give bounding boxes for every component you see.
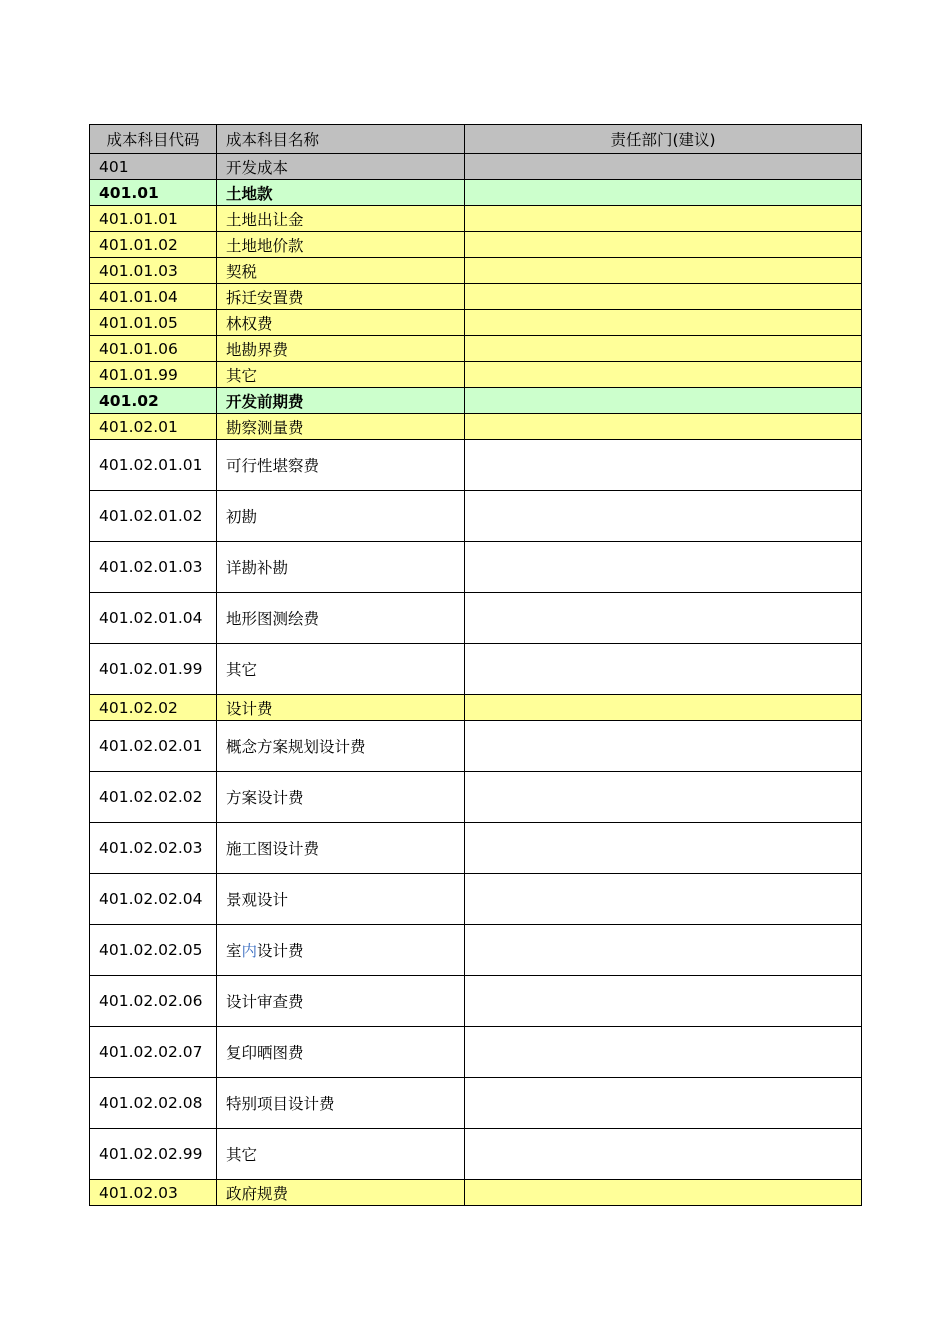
table-row [90, 874, 862, 925]
responsible-dept-cell [465, 542, 862, 593]
cost-code-cell: 401.02.01.02 [90, 491, 217, 542]
cost-name-cell: 方案设计费 [217, 772, 465, 823]
table-row [90, 491, 862, 542]
table-row [90, 232, 862, 258]
cost-name-cell: 土地地价款 [217, 232, 465, 258]
cost-name-cell: 勘察测量费 [217, 414, 465, 440]
cost-name-cell: 复印晒图费 [217, 1027, 465, 1078]
cost-name-cell: 地勘界费 [217, 336, 465, 362]
table-row [90, 925, 862, 976]
responsible-dept-cell [465, 206, 862, 232]
responsible-dept-cell [465, 180, 862, 206]
responsible-dept-cell [465, 336, 862, 362]
responsible-dept-cell [465, 823, 862, 874]
cost-code-cell: 401.02.02.06 [90, 976, 217, 1027]
responsible-dept-cell [465, 310, 862, 336]
cost-code-cell: 401.02.01 [90, 414, 217, 440]
highlighted-char: 内 [241, 942, 258, 960]
responsible-dept-cell [465, 1027, 862, 1078]
cost-code-cell: 401.02.02.01 [90, 721, 217, 772]
cost-name-cell: 契税 [217, 258, 465, 284]
table-row [90, 823, 862, 874]
table-row [90, 440, 862, 491]
cost-code-cell: 401.02 [90, 388, 217, 414]
responsible-dept-cell [465, 644, 862, 695]
cost-name-cell: 开发成本 [217, 154, 465, 180]
responsible-dept-cell [465, 772, 862, 823]
cost-name-cell: 其它 [217, 1129, 465, 1180]
cost-code-cell: 401.02.03 [90, 1180, 217, 1206]
table-row [90, 310, 862, 336]
table-header-row [90, 125, 862, 154]
table-row [90, 414, 862, 440]
table-row [90, 336, 862, 362]
cost-code-cell: 401.02.01.01 [90, 440, 217, 491]
responsible-dept-cell [465, 284, 862, 310]
cost-code-cell: 401.02.02.05 [90, 925, 217, 976]
responsible-dept-cell [465, 1078, 862, 1129]
responsible-dept-cell [465, 874, 862, 925]
cost-code-cell: 401.02.01.04 [90, 593, 217, 644]
table-row [90, 772, 862, 823]
cost-name-cell: 土地款 [217, 180, 465, 206]
cost-name-cell: 林权费 [217, 310, 465, 336]
table-row [90, 180, 862, 206]
responsible-dept-cell [465, 695, 862, 721]
cost-name-cell: 地形图测绘费 [217, 593, 465, 644]
cost-code-cell: 401.02.02.07 [90, 1027, 217, 1078]
cost-name-cell: 开发前期费 [217, 388, 465, 414]
table-row [90, 258, 862, 284]
table-row [90, 1027, 862, 1078]
responsible-dept-cell [465, 232, 862, 258]
responsible-dept-cell [465, 414, 862, 440]
header-code: 成本科目代码 [90, 125, 217, 154]
table-row [90, 644, 862, 695]
cost-account-table [89, 124, 862, 1206]
header-name: 成本科目名称 [217, 125, 465, 154]
cost-code-cell: 401 [90, 154, 217, 180]
cost-name-cell: 室内设计费 [217, 925, 465, 976]
cost-name-cell: 施工图设计费 [217, 823, 465, 874]
cost-code-cell: 401.02.02.99 [90, 1129, 217, 1180]
cost-code-cell: 401.02.02.03 [90, 823, 217, 874]
cost-code-cell: 401.01.02 [90, 232, 217, 258]
cost-code-cell: 401.02.01.99 [90, 644, 217, 695]
table-row [90, 284, 862, 310]
table-row [90, 1078, 862, 1129]
table-row [90, 1180, 862, 1206]
responsible-dept-cell [465, 1129, 862, 1180]
responsible-dept-cell [465, 388, 862, 414]
cost-code-cell: 401.02.02.02 [90, 772, 217, 823]
cost-code-cell: 401.01 [90, 180, 217, 206]
responsible-dept-cell [465, 721, 862, 772]
table-row [90, 542, 862, 593]
cost-code-cell: 401.02.02 [90, 695, 217, 721]
responsible-dept-cell [465, 491, 862, 542]
cost-name-cell: 初勘 [217, 491, 465, 542]
responsible-dept-cell [465, 154, 862, 180]
cost-code-cell: 401.01.05 [90, 310, 217, 336]
table-row [90, 976, 862, 1027]
cost-code-cell: 401.02.01.03 [90, 542, 217, 593]
cost-code-cell: 401.02.02.04 [90, 874, 217, 925]
table-row [90, 388, 862, 414]
cost-name-cell: 其它 [217, 644, 465, 695]
cost-name-cell: 特别项目设计费 [217, 1078, 465, 1129]
responsible-dept-cell [465, 258, 862, 284]
cost-code-cell: 401.01.04 [90, 284, 217, 310]
cost-name-cell: 土地出让金 [217, 206, 465, 232]
cost-name-cell: 可行性堪察费 [217, 440, 465, 491]
cost-name-cell: 设计审查费 [217, 976, 465, 1027]
cost-name-cell: 其它 [217, 362, 465, 388]
table-row [90, 362, 862, 388]
cost-code-cell: 401.01.06 [90, 336, 217, 362]
header-dept: 责任部门(建议) [465, 125, 862, 154]
cost-code-cell: 401.01.03 [90, 258, 217, 284]
cost-name-cell: 拆迁安置费 [217, 284, 465, 310]
cost-code-cell: 401.02.02.08 [90, 1078, 217, 1129]
table-row [90, 154, 862, 180]
cost-name-cell: 政府规费 [217, 1180, 465, 1206]
cost-name-cell: 概念方案规划设计费 [217, 721, 465, 772]
cost-name-cell: 详勘补勘 [217, 542, 465, 593]
table-row [90, 1129, 862, 1180]
table-row [90, 593, 862, 644]
responsible-dept-cell [465, 925, 862, 976]
cost-name-cell: 设计费 [217, 695, 465, 721]
cost-code-cell: 401.01.99 [90, 362, 217, 388]
cost-name-cell: 景观设计 [217, 874, 465, 925]
cost-code-cell: 401.01.01 [90, 206, 217, 232]
table-row [90, 695, 862, 721]
responsible-dept-cell [465, 440, 862, 491]
responsible-dept-cell [465, 362, 862, 388]
responsible-dept-cell [465, 976, 862, 1027]
table-row [90, 721, 862, 772]
responsible-dept-cell [465, 1180, 862, 1206]
responsible-dept-cell [465, 593, 862, 644]
table-row [90, 206, 862, 232]
